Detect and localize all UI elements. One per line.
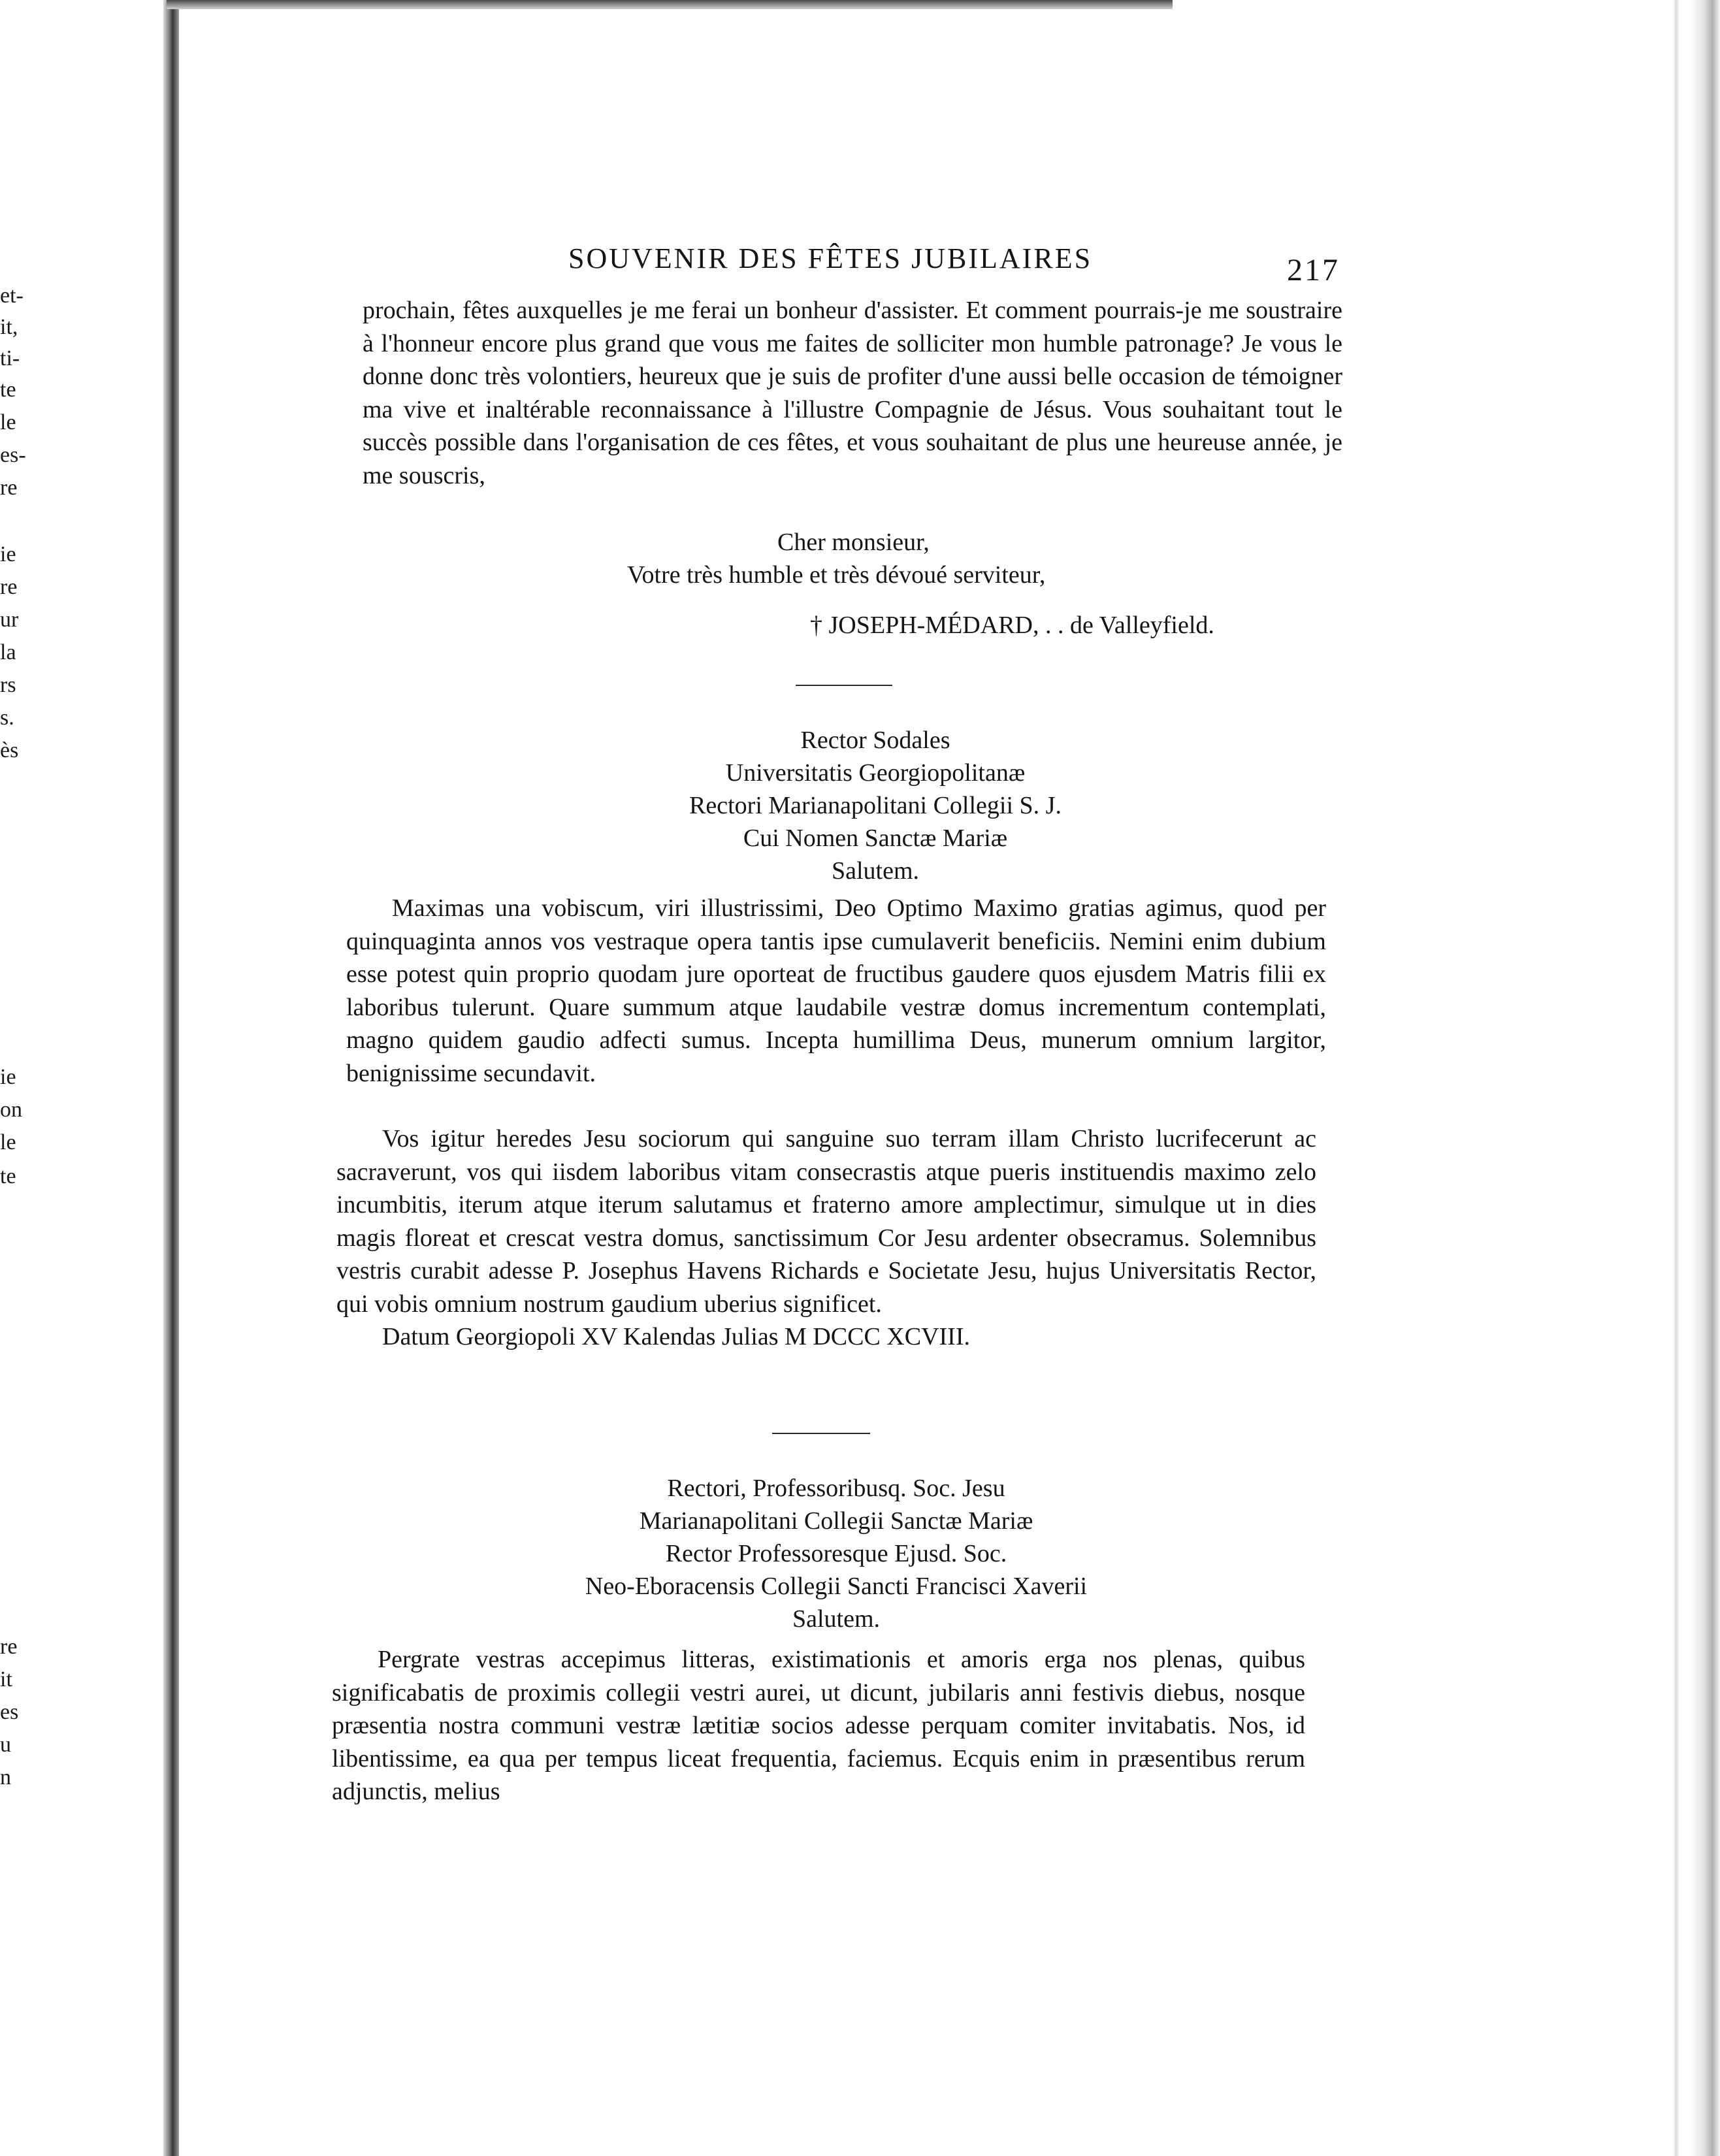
- facing-page-fragment: s.: [0, 706, 14, 730]
- facing-page-fragment: ti-: [0, 346, 20, 370]
- facing-page-edge: [0, 0, 176, 2156]
- facing-page-fragment: es-: [0, 443, 26, 467]
- facing-page-fragment: on: [0, 1098, 22, 1122]
- book-gutter: [163, 0, 179, 2156]
- salutation-line: Rector Professoresque Ejusd. Soc.: [665, 1540, 1007, 1567]
- facing-page-fragment: la: [0, 640, 16, 664]
- letter-paragraph: Maximas una vobiscum, viri illustrissimi, Deo Optimo Maximo gratias agimus, quod per quinquaginta annos vos vestraque opera tantis ipse cumulaverit beneficiis. Nemini enim dubium esse potest quin proprio quodam jure oporteat de fructibus gaudere quos ejusdem Matris filii ex laboribus tulerunt. Quare summum atque laudabile vestræ domus incrementum contemplati, magno quidem gaudio adfecti sumus. Incepta humillima Deus, munerum omnium largitor, benignissime secundavit.: [346, 894, 1326, 1087]
- facing-page-fragment: n: [0, 1765, 11, 1789]
- facing-page-fragment: ie: [0, 542, 16, 566]
- running-head: SOUVENIR DES FÊTES JUBILAIRES: [568, 242, 1093, 274]
- closing-salutation: Cher monsieur,: [777, 529, 930, 556]
- salutation-line: Salutem.: [792, 1605, 881, 1633]
- facing-page-fragment: rs: [0, 673, 16, 697]
- page-right-edge: [1690, 0, 1720, 2156]
- letter-paragraph-group: [336, 1122, 1316, 1354]
- salutation-line: Marianapolitani Collegii Sanctæ Mariæ: [639, 1507, 1033, 1535]
- page-top-shadow: [167, 0, 1173, 9]
- facing-page-fragment: et-: [0, 284, 24, 308]
- facing-page-fragment: re: [0, 575, 18, 599]
- facing-page-fragment: it,: [0, 315, 18, 339]
- letter-closing: [627, 526, 1333, 591]
- salutation-line: Neo-Eboracensis Collegii Sancti Francisci Xaverii: [585, 1573, 1088, 1600]
- salutation-line: Universitatis Georgiopolitanæ: [725, 759, 1026, 787]
- salutation-line: Rectori, Professoribusq. Soc. Jesu: [667, 1475, 1005, 1502]
- salutation-line: Rector Sodales: [800, 727, 950, 754]
- page-number: 217: [1287, 253, 1340, 287]
- letter-body: prochain, fêtes auxquelles je me ferai un bonheur d'assister. Et comment pourrais-je me soustraire à l'honneur encore plus grand que vous me faites de solliciter mon humble patronage? Je vous le donne donc très volontiers, heureux que je suis de profiter d'une aussi belle occasion de témoigner ma vive et inaltérable reconnaissance à l'illustre Compagnie de Jésus. Vous souhaitant tout le succès possible dans l'organisation de ces fêtes, et vous souhaitant de plus une heureuse année, je me souscris,: [363, 297, 1342, 489]
- closing-formula: Votre très humble et très dévoué serviteur,: [627, 561, 1046, 589]
- facing-page-fragment: ie: [0, 1065, 16, 1089]
- facing-page-fragment: re: [0, 1635, 18, 1659]
- facing-page-fragment: ur: [0, 608, 19, 632]
- section-divider: [796, 685, 892, 686]
- salutation-line: Rectori Marianapolitani Collegii S. J.: [689, 792, 1062, 819]
- dateline: Datum Georgiopoli XV Kalendas Julias M DCCC XCVIII.: [382, 1323, 970, 1350]
- page-edge-shadow: [1673, 0, 1679, 2156]
- facing-page-fragment: le: [0, 410, 16, 434]
- facing-page-fragment: it: [0, 1667, 12, 1691]
- letter-paragraph: Pergrate vestras accepimus litteras, existimationis et amoris erga nos plenas, quibus significabatis de proximis collegii vestri aurei, ut dicunt, jubilaris anni festivis diebus, nosque præsentia nostra communi vestræ lætitiæ socios adesse perquam comiter invitabatis. Nos, id libentissime, ea qua per tempus liceat frequentia, faciemus. Ecquis enim in præsentibus rerum adjunctis, melius: [332, 1646, 1305, 1805]
- facing-page-fragment: u: [0, 1733, 11, 1757]
- signature: † JOSEPH-MÉDARD, . . de Valleyfield.: [810, 612, 1214, 639]
- facing-page-fragment: le: [0, 1130, 16, 1154]
- section-divider: [772, 1433, 870, 1434]
- salutation-line: Cui Nomen Sanctæ Mariæ: [743, 825, 1008, 852]
- salutation-line: Salutem.: [831, 857, 920, 885]
- facing-page-fragment: es: [0, 1700, 19, 1724]
- facing-page-fragment: te: [0, 378, 16, 402]
- facing-page-fragment: te: [0, 1164, 16, 1188]
- letter-paragraph: Vos igitur heredes Jesu sociorum qui sanguine suo terram illam Christo lucrifecerunt ac sacraverunt, vos qui iisdem laboribus vitam consecrastis atque pueris instituendis maximo zelo incumbitis, iterum atque iterum salutamus et fraterno amore amplectimur, simulque ut in dies magis floreat et crescat vestra domus, sanctissimum Cor Jesu ardenter obsecramus. Solemnibus vestris curabit adesse P. Josephus Havens Richards e Societate Jesu, hujus Universitatis Rector, qui vobis omnium nostrum gaudium uberius significet.: [336, 1125, 1316, 1318]
- facing-page-fragment: re: [0, 476, 18, 500]
- letter-salutation: [457, 724, 1293, 887]
- facing-page-fragment: ès: [0, 738, 19, 762]
- letter-salutation: [418, 1472, 1254, 1635]
